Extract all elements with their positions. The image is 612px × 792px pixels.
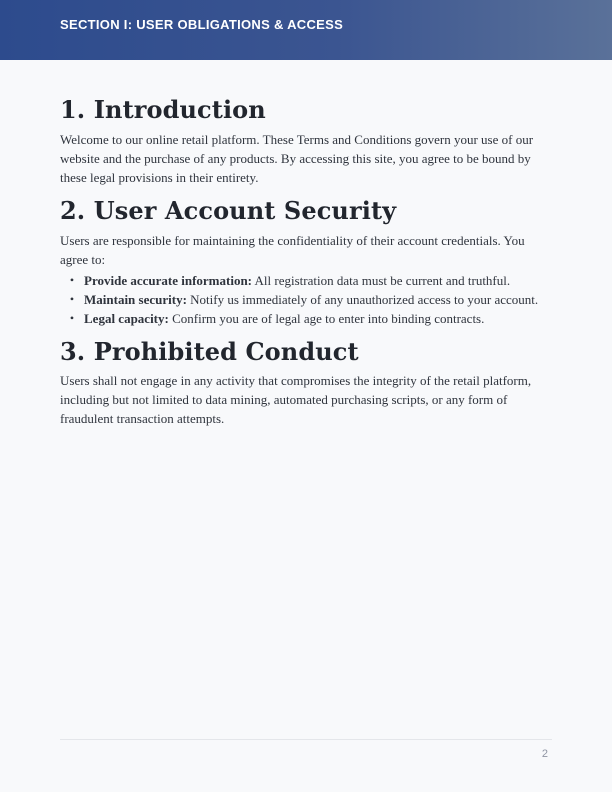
section-banner	[0, 0, 612, 60]
page-number: 2	[541, 748, 548, 760]
section-introduction	[60, 96, 552, 187]
page-content	[0, 60, 612, 428]
bullet-text: All registration data must be current and truthful.	[252, 272, 511, 288]
bullet-lead: Provide accurate information:	[84, 272, 252, 288]
bullet-content	[84, 309, 552, 328]
paragraph-prohibited-conduct: Users shall not engage in any activity that compromises the integrity of the retail platform, including but not limited to data mining, automated purchasing scripts, or any form of fraudulent transaction attempts.	[60, 373, 532, 427]
paragraph-introduction: Welcome to our online retail platform. These Terms and Conditions govern your use of our website and the purchase of any products. By accessing this site, you agree to be bound by these legal provisions in their entirety.	[60, 131, 534, 185]
bullet-text: Confirm you are of legal age to enter into binding contracts.	[168, 310, 485, 326]
bullet-dot-icon: •	[69, 291, 75, 306]
heading-introduction: 1. Introduction	[60, 95, 266, 124]
footer-divider	[60, 739, 552, 740]
heading-prohibited-conduct: 3. Prohibited Conduct	[60, 336, 359, 366]
bullet-lead: Legal capacity:	[84, 310, 169, 326]
bullet-content	[84, 271, 552, 290]
section-banner-title: SECTION I: USER OBLIGATIONS & ACCESS	[60, 17, 344, 32]
bullet-dot-icon: •	[69, 310, 75, 325]
bullet-text: Notify us immediately of any unauthorized access to your account.	[186, 291, 539, 307]
paragraph-account-security: Users are responsible for maintaining the confidentiality of their account credentials. You agree to:	[60, 232, 525, 267]
list-item	[60, 309, 552, 328]
section-prohibited-conduct	[60, 338, 552, 429]
list-item	[60, 290, 552, 309]
heading-account-security: 2. User Account Security	[60, 195, 397, 225]
section-account-security	[60, 197, 552, 328]
list-item	[60, 271, 552, 290]
bullet-list	[60, 271, 552, 328]
bullet-dot-icon: •	[69, 272, 75, 287]
bullet-content	[84, 290, 552, 309]
bullet-lead: Maintain security:	[84, 291, 187, 307]
